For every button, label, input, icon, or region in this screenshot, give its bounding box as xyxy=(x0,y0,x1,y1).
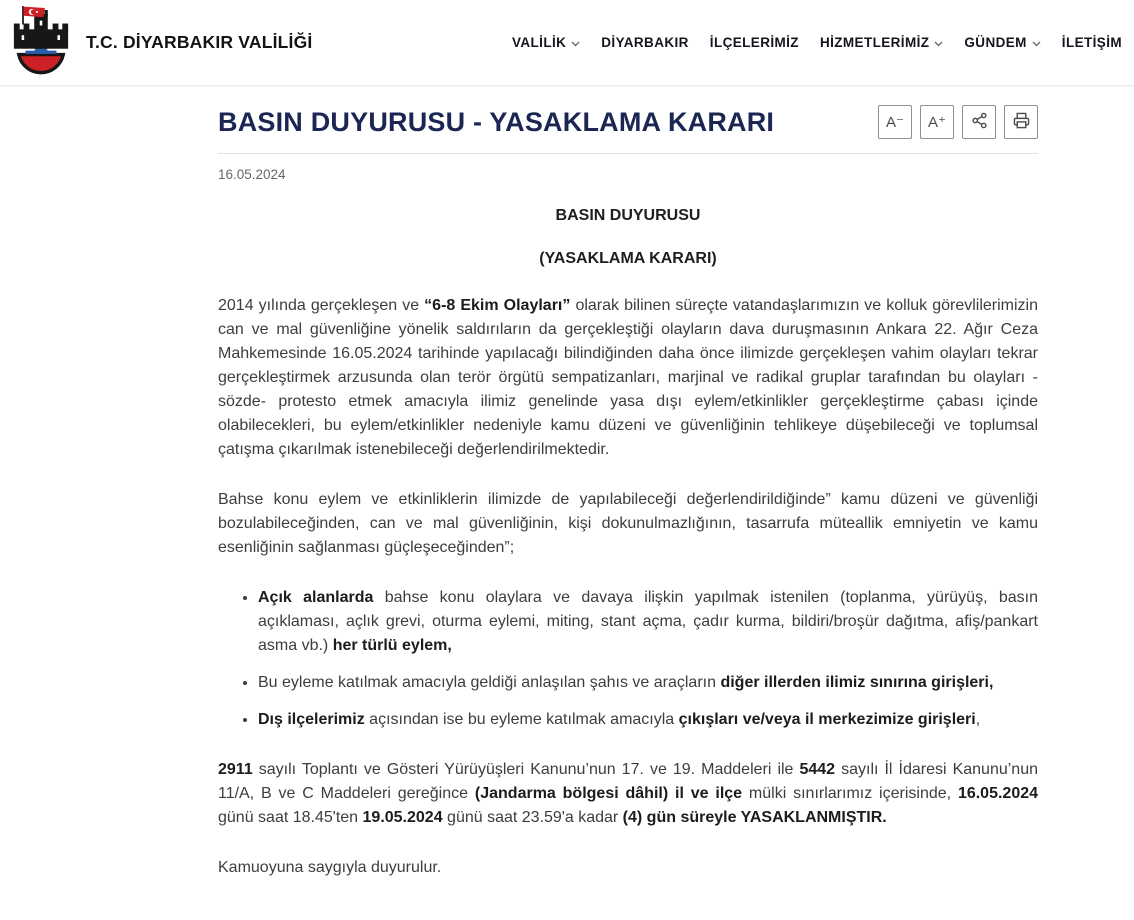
print-icon xyxy=(1013,112,1030,133)
nav-item-valilik[interactable] xyxy=(512,35,580,50)
main-navigation xyxy=(512,35,1122,50)
title-divider xyxy=(218,153,1038,154)
chevron-down-icon xyxy=(934,41,943,47)
chevron-down-icon xyxy=(1032,41,1041,47)
home-link-brand[interactable] xyxy=(10,5,312,80)
ban-item-1: • Açık alanlarda bahse konu olaylara ve davaya ilişkin yapılmak istenilen (toplanma, yürüyüş, basın açıklaması, açlık grevi, oturma eylemi, miting, stant açma, çadır kurma, bildiri/broşür dağıtma, afiş/pankart asma vb.) her türlü eylem, xyxy=(258,586,1038,658)
article-action-buttons xyxy=(878,105,1038,139)
page-title: BASIN DUYURUSU - YASAKLAMA KARARI xyxy=(218,107,775,137)
title-row xyxy=(218,86,1038,139)
nav-item-ilcelerimiz[interactable] xyxy=(710,35,799,50)
ban-item-2: • Bu eyleme katılmak amacıyla geldiği anlaşılan şahıs ve araçların diğer illerden ilimiz sınırına girişleri, xyxy=(258,671,1038,695)
governorship-emblem-icon xyxy=(10,5,72,80)
paragraph-1: 2014 yılında gerçekleşen ve “6-8 Ekim Olayları” olarak bilinen süreçte vatandaşlarımızın ve kolluk görevlilerimizin can ve mal güvenliğine yönelik saldırıların da gerçekleştiği olayların dava duruşmasının Ankara 22. Ağır Ceza Mahkemesinde 16.05.2024 tarihinde yapılacağı bilindiğinden daha önce ilimizde gerçekleşen vahim olayları tekrar gerçekleştirmek arzusunda olan terör örgütü sempatizanları, marjinal ve radikal gruplar tarafından bu olayları -sözde- protesto etmek amacıyla ilimiz genelinde yasa dışı eylem/etkinlikler gerçekleştirme çabası içinde olabilecekleri, bu eylem/etkinlikler nedeniyle kamu düzeni ve güvenliğinin tehlikeye düşebileceği ve toplumsal çatışma çıkarılmak istenebileceği değerlendirilmektedir. xyxy=(218,297,1039,458)
paragraph-2: Bahse konu eylem ve etkinliklerin ilimizde de yapılabileceği değerlendirildiğinde” kamu düzeni ve güvenliği bozulabileceğinden, can ve mal güvenliğinin, kişi dokunulmazlığının, tasarrufa müteallik emniyetin ve kamu esenliğinin sağlanması güçleşeceğinden”; xyxy=(218,491,1038,556)
site-header xyxy=(0,0,1134,86)
increase-font-button[interactable]: A⁺ xyxy=(920,105,954,139)
print-button[interactable] xyxy=(1004,105,1038,139)
nav-item-iletisim[interactable] xyxy=(1062,35,1122,50)
paragraph-3: 2911 sayılı Toplantı ve Gösteri Yürüyüşleri Kanunu’nun 17. ve 19. Maddeleri ile 5442 sayılı İl İdaresi Kanunu’nun 11/A, B ve C Maddeleri gereğince (Jandarma bölgesi dâhil) il ve ilçe mülki sınırlarımız içerisinde, 16.05.2024 günü saat 18.45'ten 19.05.2024 günü saat 23.59'a kadar (4) gün süreyle YASAKLANMIŞTIR. xyxy=(218,761,1039,826)
article-content xyxy=(218,86,1038,880)
closing-line: Kamuoyuna saygıyla duyurulur. xyxy=(218,859,442,876)
article-subtitle-1: BASIN DUYURUSU xyxy=(555,207,701,224)
nav-label: HİZMETLERİMİZ xyxy=(819,35,930,50)
nav-label: GÜNDEM xyxy=(964,35,1027,50)
article-date: 16.05.2024 xyxy=(218,167,286,182)
chevron-down-icon xyxy=(571,41,580,47)
nav-label: İLÇELERİMİZ xyxy=(709,35,799,50)
share-button[interactable] xyxy=(962,105,996,139)
article-body xyxy=(218,207,1038,880)
ban-items-list xyxy=(218,586,1038,732)
ban-item-3: • Dış ilçelerimiz açısından ise bu eyleme katılmak amacıyla çıkışları ve/veya il merkezimize girişleri, xyxy=(258,708,1038,732)
nav-item-hizmetlerimiz[interactable] xyxy=(820,35,943,50)
site-title: T.C. DİYARBAKIR VALİLİĞİ xyxy=(86,32,313,52)
decrease-font-button[interactable]: A⁻ xyxy=(878,105,912,139)
nav-label: İLETİŞİM xyxy=(1061,35,1122,50)
article-subtitle-2: (YASAKLAMA KARARI) xyxy=(539,250,717,267)
nav-label: DİYARBAKIR xyxy=(601,35,689,50)
nav-item-diyarbakir[interactable] xyxy=(601,35,689,50)
nav-item-gundem[interactable] xyxy=(964,35,1040,50)
share-icon xyxy=(971,112,988,133)
nav-label: VALİLİK xyxy=(511,35,567,50)
